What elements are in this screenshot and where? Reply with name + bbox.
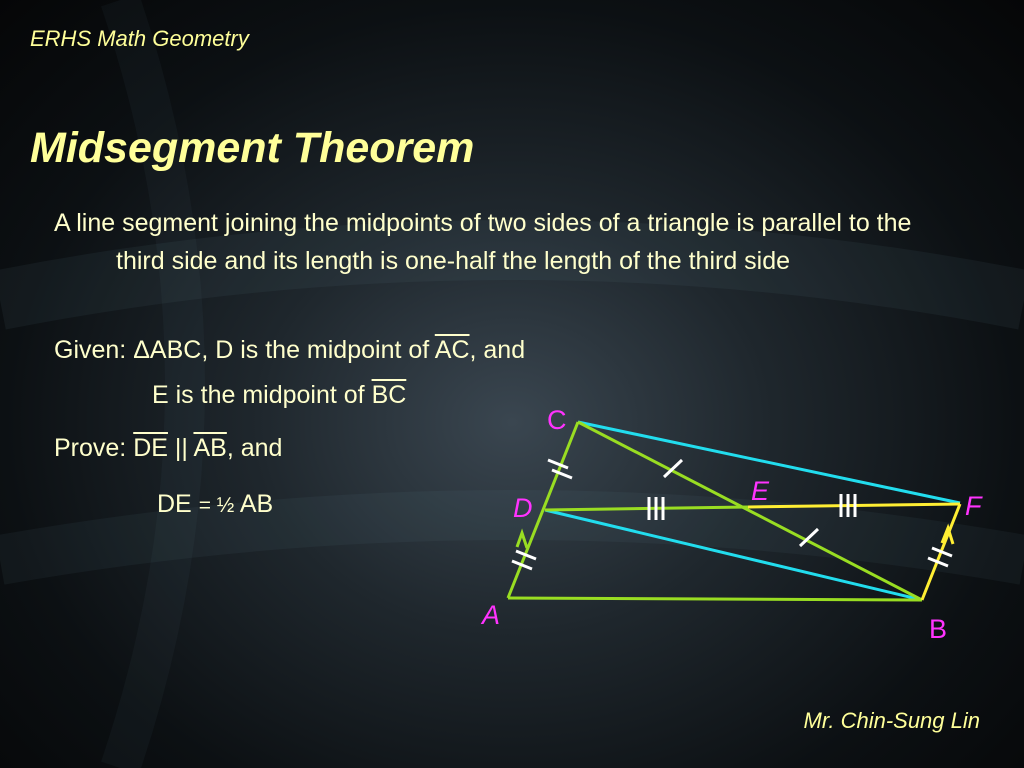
segment-de: $\overline{DE}$	[133, 434, 168, 462]
vertex-label-c: C	[547, 405, 567, 435]
segment-bc: $\overline{BC}$	[371, 381, 407, 409]
given-text-2: , and	[469, 336, 526, 364]
vertex-label-a: A	[482, 600, 501, 630]
prove-line-2-eq: = ½	[198, 494, 235, 517]
given-triangle: ΔABC	[133, 336, 202, 364]
slide-title: Midsegment Theorem	[30, 124, 475, 172]
prove-line-2-a: DE	[157, 490, 199, 518]
tick-marks	[512, 460, 952, 569]
theorem-statement: A line segment joining the midpoints of two sides of a triangle is parallel to the third side and its length is one-half the length of the third side	[54, 209, 912, 275]
vertex-label-e: E	[751, 476, 770, 506]
prove-text: , and	[226, 434, 283, 462]
parallel-arrow-ad	[517, 533, 527, 548]
prove-line-2-b: AB	[234, 490, 274, 518]
given-line-2-prefix: E is the midpoint of	[152, 381, 372, 409]
segment-bc-line	[578, 422, 922, 600]
prove-label: Prove:	[54, 434, 127, 462]
vertex-label-b: B	[929, 614, 948, 644]
parallel-symbol: ||	[167, 434, 194, 462]
given-text-1: , D is the midpoint of	[201, 336, 435, 364]
segment-ab: $\overline{AB}$	[193, 434, 227, 462]
given-label: Given:	[54, 336, 127, 364]
course-header: ERHS Math Geometry	[30, 26, 249, 51]
segment-db	[545, 510, 922, 600]
segment-ac: $\overline{AC}$	[434, 336, 470, 364]
vertex-label-f: F	[965, 491, 982, 521]
vertex-label-d: D	[513, 493, 533, 523]
segment-ab-line	[508, 598, 922, 600]
author-footer: Mr. Chin-Sung Lin	[803, 708, 980, 733]
segment-de-line	[545, 507, 748, 510]
